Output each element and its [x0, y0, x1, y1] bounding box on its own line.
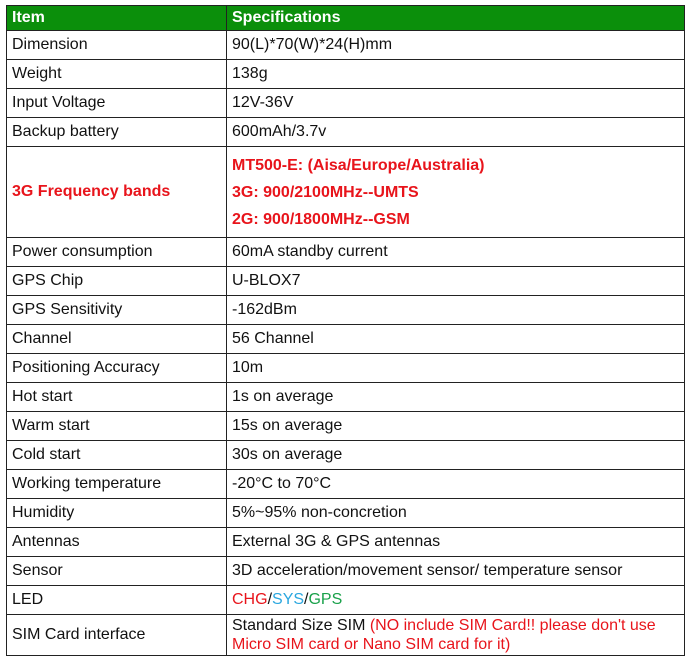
table-row: [7, 470, 685, 499]
band-line-3g: 3G: 900/2100MHz--UMTS: [232, 183, 419, 201]
table-row: [7, 238, 685, 267]
table-row: [7, 499, 685, 528]
sim-note-text: (NO include SIM Card!! please don't use Micro SIM card or Nano SIM card for it): [232, 617, 656, 653]
table-row: [7, 441, 685, 470]
row-value: -20°C to 70°C: [227, 470, 685, 499]
row-label: Backup battery: [7, 118, 227, 147]
row-value: 3D acceleration/movement sensor/ temperature sensor: [227, 557, 685, 586]
spec-table: [6, 5, 685, 656]
row-label: Channel: [7, 325, 227, 354]
row-value: -162dBm: [227, 296, 685, 325]
table-row: [7, 31, 685, 60]
bands-row: [7, 147, 685, 238]
row-label: Positioning Accuracy: [7, 354, 227, 383]
row-value: U-BLOX7: [227, 267, 685, 296]
table-row: [7, 354, 685, 383]
led-sep-1: /: [267, 591, 273, 608]
sim-normal-text: Standard Size SIM: [232, 617, 370, 634]
band-line-2g: 2G: 900/1800MHz--GSM: [232, 210, 410, 228]
table-row: [7, 412, 685, 441]
header-row: [7, 6, 685, 31]
header-item: Item: [7, 6, 227, 31]
row-label: Warm start: [7, 412, 227, 441]
sim-row: [7, 615, 685, 656]
table-row: [7, 89, 685, 118]
row-label: Working temperature: [7, 470, 227, 499]
sim-value: [227, 615, 685, 656]
row-label: Input Voltage: [7, 89, 227, 118]
table-row: [7, 267, 685, 296]
table-row: [7, 383, 685, 412]
table-row: [7, 528, 685, 557]
row-label: Dimension: [7, 31, 227, 60]
row-label: Weight: [7, 60, 227, 89]
row-label: LED: [7, 586, 227, 615]
led-gps: GPS: [308, 591, 343, 608]
row-value: 56 Channel: [227, 325, 685, 354]
row-label: Humidity: [7, 499, 227, 528]
bands-label: 3G Frequency bands: [7, 147, 227, 238]
row-label: Cold start: [7, 441, 227, 470]
row-value: 15s on average: [227, 412, 685, 441]
led-chg: CHG: [232, 591, 268, 608]
led-value: [227, 586, 685, 615]
row-value: 12V-36V: [227, 89, 685, 118]
row-label: GPS Sensitivity: [7, 296, 227, 325]
bands-value: [227, 147, 685, 238]
row-value: 1s on average: [227, 383, 685, 412]
row-value: 5%~95% non-concretion: [227, 499, 685, 528]
band-line-model: MT500-E: (Aisa/Europe/Australia): [232, 156, 485, 174]
row-label: Antennas: [7, 528, 227, 557]
led-sep-2: /: [304, 591, 309, 608]
row-label: Sensor: [7, 557, 227, 586]
table-row: [7, 296, 685, 325]
table-row: [7, 118, 685, 147]
row-label: Hot start: [7, 383, 227, 412]
header-specifications: Specifications: [227, 6, 685, 31]
row-label: Power consumption: [7, 238, 227, 267]
row-value: 600mAh/3.7v: [227, 118, 685, 147]
row-label: GPS Chip: [7, 267, 227, 296]
row-value: 138g: [227, 60, 685, 89]
row-value: 90(L)*70(W)*24(H)mm: [227, 31, 685, 60]
table-row: [7, 60, 685, 89]
row-value: 30s on average: [227, 441, 685, 470]
row-value: 10m: [227, 354, 685, 383]
table-row: [7, 557, 685, 586]
row-value: 60mA standby current: [227, 238, 685, 267]
table-row: [7, 325, 685, 354]
led-row: [7, 586, 685, 615]
row-label: SIM Card interface: [7, 615, 227, 656]
row-value: External 3G & GPS antennas: [227, 528, 685, 557]
led-sys: SYS: [272, 591, 305, 608]
